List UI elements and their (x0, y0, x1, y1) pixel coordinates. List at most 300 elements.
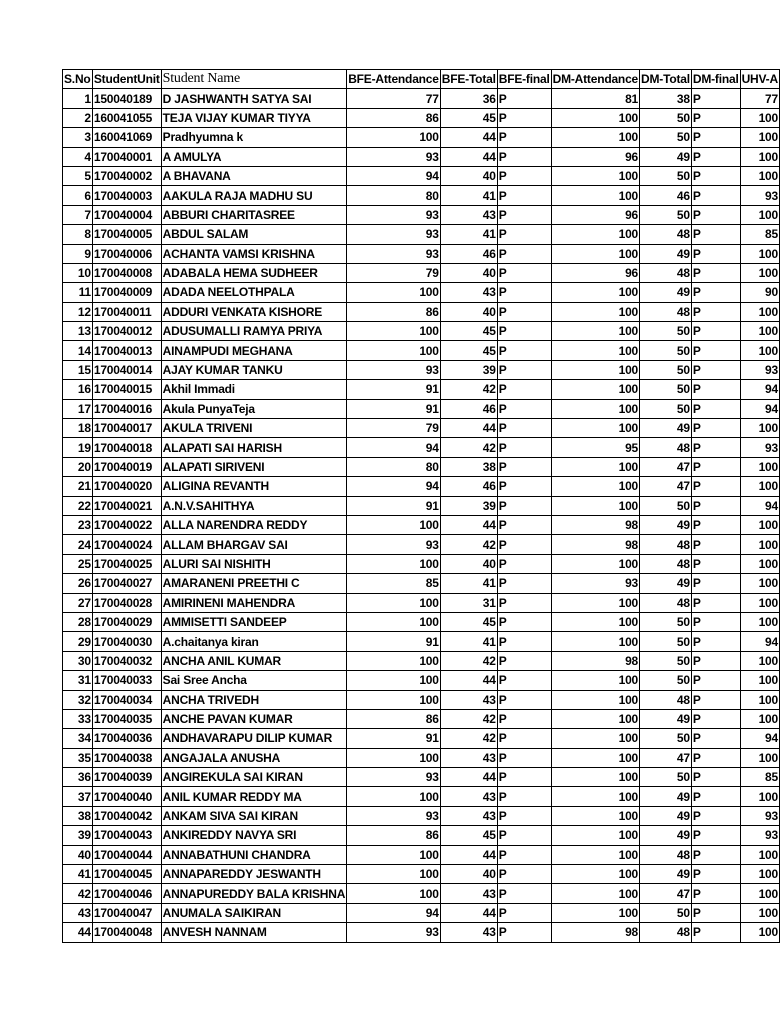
cell-student-name[interactable]: ADDURI VENKATA KISHORE (161, 302, 347, 321)
cell-uhv-a[interactable]: 100 (740, 748, 779, 767)
cell-dm-total[interactable]: 48 (640, 263, 692, 282)
cell-student-unit[interactable]: 170040009 (92, 283, 161, 302)
cell-bfe-final[interactable]: P (497, 768, 551, 787)
cell-bfe-attendance[interactable]: 79 (347, 419, 441, 438)
cell-sno[interactable]: 7 (63, 205, 93, 224)
cell-bfe-attendance[interactable]: 94 (347, 438, 441, 457)
cell-sno[interactable]: 6 (63, 186, 93, 205)
cell-bfe-final[interactable]: P (497, 748, 551, 767)
cell-dm-attendance[interactable]: 100 (551, 554, 639, 573)
cell-student-name[interactable]: AMARANENI PREETHI C (161, 574, 347, 593)
cell-sno[interactable]: 9 (63, 244, 93, 263)
cell-dm-attendance[interactable]: 100 (551, 128, 639, 147)
cell-uhv-a[interactable]: 100 (740, 166, 779, 185)
cell-sno[interactable]: 34 (63, 729, 93, 748)
cell-student-name[interactable]: ADABALA HEMA SUDHEER (161, 263, 347, 282)
cell-sno[interactable]: 8 (63, 225, 93, 244)
cell-bfe-final[interactable]: P (497, 496, 551, 515)
cell-sno[interactable]: 20 (63, 457, 93, 476)
header-cell-bfe-attendance[interactable]: BFE-Attendance (347, 70, 441, 89)
header-cell-dm-final[interactable]: DM-final (691, 70, 740, 89)
cell-dm-attendance[interactable]: 100 (551, 341, 639, 360)
cell-dm-total[interactable]: 50 (640, 651, 692, 670)
cell-sno[interactable]: 26 (63, 574, 93, 593)
cell-bfe-final[interactable]: P (497, 322, 551, 341)
cell-dm-final[interactable]: P (691, 147, 740, 166)
cell-bfe-attendance[interactable]: 86 (347, 302, 441, 321)
cell-bfe-attendance[interactable]: 94 (347, 903, 441, 922)
cell-dm-attendance[interactable]: 100 (551, 360, 639, 379)
cell-dm-total[interactable]: 49 (640, 865, 692, 884)
cell-uhv-a[interactable]: 100 (740, 147, 779, 166)
cell-dm-attendance[interactable]: 100 (551, 787, 639, 806)
cell-dm-final[interactable]: P (691, 515, 740, 534)
cell-dm-final[interactable]: P (691, 399, 740, 418)
cell-dm-final[interactable]: P (691, 865, 740, 884)
cell-student-unit[interactable]: 150040189 (92, 89, 161, 108)
cell-student-name[interactable]: ANGIREKULA SAI KIRAN (161, 768, 347, 787)
cell-student-name[interactable]: ANKIREDDY NAVYA SRI (161, 826, 347, 845)
cell-bfe-total[interactable]: 42 (440, 709, 497, 728)
cell-dm-total[interactable]: 50 (640, 768, 692, 787)
cell-bfe-attendance[interactable]: 100 (347, 612, 441, 631)
cell-bfe-attendance[interactable]: 93 (347, 225, 441, 244)
cell-uhv-a[interactable]: 93 (740, 826, 779, 845)
cell-dm-attendance[interactable]: 100 (551, 496, 639, 515)
cell-sno[interactable]: 5 (63, 166, 93, 185)
cell-student-unit[interactable]: 160041069 (92, 128, 161, 147)
cell-student-unit[interactable]: 170040028 (92, 593, 161, 612)
cell-bfe-final[interactable]: P (497, 709, 551, 728)
cell-dm-attendance[interactable]: 100 (551, 826, 639, 845)
cell-dm-final[interactable]: P (691, 186, 740, 205)
cell-sno[interactable]: 15 (63, 360, 93, 379)
cell-bfe-final[interactable]: P (497, 302, 551, 321)
cell-student-unit[interactable]: 170040042 (92, 806, 161, 825)
cell-bfe-attendance[interactable]: 77 (347, 89, 441, 108)
cell-bfe-total[interactable]: 40 (440, 302, 497, 321)
cell-bfe-attendance[interactable]: 100 (347, 128, 441, 147)
cell-bfe-total[interactable]: 46 (440, 399, 497, 418)
cell-dm-final[interactable]: P (691, 244, 740, 263)
cell-dm-attendance[interactable]: 100 (551, 419, 639, 438)
cell-bfe-attendance[interactable]: 93 (347, 806, 441, 825)
cell-uhv-a[interactable]: 100 (740, 690, 779, 709)
cell-student-unit[interactable]: 170040047 (92, 903, 161, 922)
cell-student-name[interactable]: Akula PunyaTeja (161, 399, 347, 418)
cell-dm-attendance[interactable]: 96 (551, 205, 639, 224)
cell-uhv-a[interactable]: 100 (740, 515, 779, 534)
cell-uhv-a[interactable]: 77 (740, 89, 779, 108)
cell-bfe-total[interactable]: 45 (440, 341, 497, 360)
cell-dm-total[interactable]: 50 (640, 903, 692, 922)
cell-bfe-total[interactable]: 40 (440, 263, 497, 282)
cell-bfe-total[interactable]: 42 (440, 535, 497, 554)
cell-uhv-a[interactable]: 100 (740, 651, 779, 670)
cell-dm-total[interactable]: 48 (640, 593, 692, 612)
cell-bfe-final[interactable]: P (497, 419, 551, 438)
cell-sno[interactable]: 41 (63, 865, 93, 884)
cell-uhv-a[interactable]: 94 (740, 729, 779, 748)
cell-bfe-attendance[interactable]: 100 (347, 884, 441, 903)
cell-student-name[interactable]: ALURI SAI NISHITH (161, 554, 347, 573)
cell-bfe-attendance[interactable]: 100 (347, 515, 441, 534)
cell-student-name[interactable]: ALIGINA REVANTH (161, 477, 347, 496)
cell-dm-total[interactable]: 49 (640, 283, 692, 302)
cell-dm-attendance[interactable]: 100 (551, 108, 639, 127)
cell-bfe-attendance[interactable]: 100 (347, 671, 441, 690)
cell-dm-attendance[interactable]: 100 (551, 768, 639, 787)
cell-student-unit[interactable]: 170040006 (92, 244, 161, 263)
cell-bfe-total[interactable]: 39 (440, 496, 497, 515)
cell-dm-total[interactable]: 46 (640, 186, 692, 205)
cell-student-name[interactable]: ANCHE PAVAN KUMAR (161, 709, 347, 728)
cell-bfe-attendance[interactable]: 91 (347, 399, 441, 418)
cell-uhv-a[interactable]: 100 (740, 302, 779, 321)
cell-dm-total[interactable]: 47 (640, 748, 692, 767)
cell-bfe-attendance[interactable]: 91 (347, 496, 441, 515)
header-cell-bfe-total[interactable]: BFE-Total (440, 70, 497, 89)
cell-sno[interactable]: 39 (63, 826, 93, 845)
cell-dm-attendance[interactable]: 100 (551, 709, 639, 728)
cell-student-name[interactable]: AJAY KUMAR TANKU (161, 360, 347, 379)
cell-student-unit[interactable]: 170040008 (92, 263, 161, 282)
cell-student-unit[interactable]: 170040046 (92, 884, 161, 903)
cell-dm-final[interactable]: P (691, 496, 740, 515)
cell-dm-final[interactable]: P (691, 768, 740, 787)
cell-bfe-final[interactable]: P (497, 651, 551, 670)
cell-bfe-final[interactable]: P (497, 632, 551, 651)
cell-dm-attendance[interactable]: 98 (551, 515, 639, 534)
cell-dm-total[interactable]: 48 (640, 438, 692, 457)
cell-sno[interactable]: 32 (63, 690, 93, 709)
cell-sno[interactable]: 21 (63, 477, 93, 496)
cell-bfe-final[interactable]: P (497, 360, 551, 379)
cell-bfe-final[interactable]: P (497, 884, 551, 903)
cell-sno[interactable]: 2 (63, 108, 93, 127)
cell-uhv-a[interactable]: 100 (740, 128, 779, 147)
cell-student-name[interactable]: ABDUL SALAM (161, 225, 347, 244)
cell-bfe-final[interactable]: P (497, 225, 551, 244)
cell-dm-total[interactable]: 49 (640, 244, 692, 263)
cell-dm-attendance[interactable]: 100 (551, 903, 639, 922)
cell-bfe-attendance[interactable]: 100 (347, 554, 441, 573)
cell-bfe-total[interactable]: 43 (440, 283, 497, 302)
cell-uhv-a[interactable]: 100 (740, 671, 779, 690)
cell-student-name[interactable]: D JASHWANTH SATYA SAI (161, 89, 347, 108)
header-cell-uhv-a[interactable]: UHV-A (740, 70, 779, 89)
cell-dm-attendance[interactable]: 100 (551, 380, 639, 399)
cell-student-unit[interactable]: 170040003 (92, 186, 161, 205)
cell-bfe-final[interactable]: P (497, 535, 551, 554)
cell-dm-total[interactable]: 50 (640, 496, 692, 515)
cell-bfe-attendance[interactable]: 100 (347, 748, 441, 767)
cell-bfe-attendance[interactable]: 93 (347, 923, 441, 942)
cell-dm-attendance[interactable]: 100 (551, 302, 639, 321)
cell-dm-total[interactable]: 49 (640, 419, 692, 438)
cell-sno[interactable]: 10 (63, 263, 93, 282)
cell-uhv-a[interactable]: 100 (740, 554, 779, 573)
cell-bfe-total[interactable]: 44 (440, 419, 497, 438)
cell-dm-final[interactable]: P (691, 690, 740, 709)
cell-student-unit[interactable]: 170040015 (92, 380, 161, 399)
cell-bfe-attendance[interactable]: 80 (347, 457, 441, 476)
cell-bfe-final[interactable]: P (497, 438, 551, 457)
cell-dm-final[interactable]: P (691, 283, 740, 302)
cell-dm-total[interactable]: 49 (640, 806, 692, 825)
cell-bfe-total[interactable]: 43 (440, 690, 497, 709)
cell-dm-total[interactable]: 50 (640, 128, 692, 147)
cell-bfe-attendance[interactable]: 91 (347, 380, 441, 399)
cell-bfe-total[interactable]: 44 (440, 768, 497, 787)
cell-bfe-final[interactable]: P (497, 108, 551, 127)
cell-student-unit[interactable]: 170040016 (92, 399, 161, 418)
cell-bfe-final[interactable]: P (497, 128, 551, 147)
cell-student-unit[interactable]: 170040030 (92, 632, 161, 651)
cell-bfe-total[interactable]: 41 (440, 574, 497, 593)
cell-student-name[interactable]: ANIL KUMAR REDDY MA (161, 787, 347, 806)
cell-dm-total[interactable]: 50 (640, 729, 692, 748)
cell-dm-final[interactable]: P (691, 826, 740, 845)
cell-bfe-total[interactable]: 45 (440, 826, 497, 845)
cell-dm-attendance[interactable]: 100 (551, 593, 639, 612)
cell-uhv-a[interactable]: 100 (740, 341, 779, 360)
cell-uhv-a[interactable]: 94 (740, 380, 779, 399)
cell-dm-attendance[interactable]: 100 (551, 283, 639, 302)
cell-bfe-total[interactable]: 44 (440, 515, 497, 534)
cell-student-unit[interactable]: 170040036 (92, 729, 161, 748)
cell-dm-total[interactable]: 50 (640, 322, 692, 341)
cell-student-unit[interactable]: 170040019 (92, 457, 161, 476)
cell-bfe-total[interactable]: 45 (440, 108, 497, 127)
cell-bfe-total[interactable]: 42 (440, 651, 497, 670)
cell-bfe-total[interactable]: 43 (440, 748, 497, 767)
cell-dm-final[interactable]: P (691, 748, 740, 767)
cell-uhv-a[interactable]: 100 (740, 884, 779, 903)
cell-student-unit[interactable]: 170040035 (92, 709, 161, 728)
cell-bfe-final[interactable]: P (497, 457, 551, 476)
cell-dm-final[interactable]: P (691, 341, 740, 360)
cell-bfe-final[interactable]: P (497, 826, 551, 845)
cell-bfe-attendance[interactable]: 100 (347, 690, 441, 709)
cell-dm-final[interactable]: P (691, 166, 740, 185)
cell-sno[interactable]: 42 (63, 884, 93, 903)
cell-student-unit[interactable]: 170040011 (92, 302, 161, 321)
cell-bfe-attendance[interactable]: 93 (347, 768, 441, 787)
cell-dm-total[interactable]: 47 (640, 884, 692, 903)
cell-student-name[interactable]: ANVESH NANNAM (161, 923, 347, 942)
cell-sno[interactable]: 19 (63, 438, 93, 457)
cell-bfe-total[interactable]: 40 (440, 865, 497, 884)
cell-dm-attendance[interactable]: 96 (551, 147, 639, 166)
header-cell-sno[interactable]: S.No (63, 70, 93, 89)
cell-dm-attendance[interactable]: 100 (551, 748, 639, 767)
cell-dm-attendance[interactable]: 100 (551, 884, 639, 903)
cell-dm-total[interactable]: 47 (640, 477, 692, 496)
cell-bfe-attendance[interactable]: 94 (347, 477, 441, 496)
cell-dm-final[interactable]: P (691, 322, 740, 341)
cell-bfe-final[interactable]: P (497, 341, 551, 360)
cell-dm-final[interactable]: P (691, 477, 740, 496)
cell-bfe-attendance[interactable]: 93 (347, 205, 441, 224)
cell-dm-total[interactable]: 49 (640, 787, 692, 806)
cell-bfe-total[interactable]: 41 (440, 225, 497, 244)
cell-sno[interactable]: 13 (63, 322, 93, 341)
cell-uhv-a[interactable]: 100 (740, 574, 779, 593)
cell-student-name[interactable]: ABBURI CHARITASREE (161, 205, 347, 224)
cell-dm-final[interactable]: P (691, 554, 740, 573)
cell-uhv-a[interactable]: 90 (740, 283, 779, 302)
cell-student-unit[interactable]: 170040034 (92, 690, 161, 709)
cell-dm-final[interactable]: P (691, 884, 740, 903)
cell-student-name[interactable]: ANCHA ANIL KUMAR (161, 651, 347, 670)
cell-student-unit[interactable]: 170040044 (92, 845, 161, 864)
cell-uhv-a[interactable]: 93 (740, 806, 779, 825)
cell-student-name[interactable]: ANKAM SIVA SAI KIRAN (161, 806, 347, 825)
cell-student-unit[interactable]: 170040021 (92, 496, 161, 515)
cell-dm-attendance[interactable]: 96 (551, 263, 639, 282)
cell-bfe-total[interactable]: 40 (440, 166, 497, 185)
cell-student-name[interactable]: AINAMPUDI MEGHANA (161, 341, 347, 360)
cell-student-unit[interactable]: 170040025 (92, 554, 161, 573)
header-cell-dm-total[interactable]: DM-Total (640, 70, 692, 89)
cell-student-name[interactable]: TEJA VIJAY KUMAR TIYYA (161, 108, 347, 127)
cell-bfe-attendance[interactable]: 93 (347, 147, 441, 166)
cell-student-unit[interactable]: 160041055 (92, 108, 161, 127)
cell-uhv-a[interactable]: 94 (740, 632, 779, 651)
cell-dm-attendance[interactable]: 100 (551, 806, 639, 825)
cell-bfe-final[interactable]: P (497, 147, 551, 166)
cell-student-unit[interactable]: 170040027 (92, 574, 161, 593)
cell-sno[interactable]: 24 (63, 535, 93, 554)
cell-student-unit[interactable]: 170040017 (92, 419, 161, 438)
cell-sno[interactable]: 16 (63, 380, 93, 399)
header-cell-student-unit[interactable]: StudentUnit (92, 70, 161, 89)
cell-bfe-final[interactable]: P (497, 186, 551, 205)
cell-dm-final[interactable]: P (691, 128, 740, 147)
cell-sno[interactable]: 3 (63, 128, 93, 147)
cell-bfe-total[interactable]: 46 (440, 244, 497, 263)
cell-student-unit[interactable]: 170040032 (92, 651, 161, 670)
cell-dm-attendance[interactable]: 100 (551, 186, 639, 205)
cell-dm-final[interactable]: P (691, 574, 740, 593)
cell-bfe-final[interactable]: P (497, 205, 551, 224)
cell-dm-final[interactable]: P (691, 205, 740, 224)
cell-bfe-final[interactable]: P (497, 380, 551, 399)
cell-sno[interactable]: 38 (63, 806, 93, 825)
cell-dm-total[interactable]: 49 (640, 574, 692, 593)
cell-bfe-total[interactable]: 42 (440, 729, 497, 748)
cell-bfe-attendance[interactable]: 80 (347, 186, 441, 205)
cell-bfe-total[interactable]: 31 (440, 593, 497, 612)
cell-dm-final[interactable]: P (691, 632, 740, 651)
cell-bfe-final[interactable]: P (497, 845, 551, 864)
cell-sno[interactable]: 36 (63, 768, 93, 787)
cell-bfe-final[interactable]: P (497, 729, 551, 748)
cell-student-name[interactable]: AAKULA RAJA MADHU SU (161, 186, 347, 205)
cell-dm-total[interactable]: 49 (640, 826, 692, 845)
cell-uhv-a[interactable]: 100 (740, 865, 779, 884)
cell-student-unit[interactable]: 170040022 (92, 515, 161, 534)
cell-dm-total[interactable]: 48 (640, 302, 692, 321)
cell-dm-total[interactable]: 50 (640, 341, 692, 360)
cell-dm-final[interactable]: P (691, 89, 740, 108)
cell-dm-attendance[interactable]: 93 (551, 574, 639, 593)
cell-dm-attendance[interactable]: 100 (551, 225, 639, 244)
cell-sno[interactable]: 33 (63, 709, 93, 728)
cell-bfe-attendance[interactable]: 100 (347, 787, 441, 806)
cell-bfe-total[interactable]: 42 (440, 438, 497, 457)
cell-student-name[interactable]: ADUSUMALLI RAMYA PRIYA (161, 322, 347, 341)
cell-bfe-total[interactable]: 43 (440, 884, 497, 903)
cell-dm-total[interactable]: 50 (640, 360, 692, 379)
cell-dm-final[interactable]: P (691, 360, 740, 379)
cell-student-name[interactable]: ADADA NEELOTHPALA (161, 283, 347, 302)
cell-dm-attendance[interactable]: 100 (551, 671, 639, 690)
cell-bfe-attendance[interactable]: 93 (347, 360, 441, 379)
cell-dm-final[interactable]: P (691, 671, 740, 690)
cell-student-unit[interactable]: 170040004 (92, 205, 161, 224)
cell-bfe-total[interactable]: 40 (440, 554, 497, 573)
cell-bfe-attendance[interactable]: 94 (347, 166, 441, 185)
cell-dm-total[interactable]: 47 (640, 457, 692, 476)
cell-dm-attendance[interactable]: 81 (551, 89, 639, 108)
cell-bfe-final[interactable]: P (497, 283, 551, 302)
cell-sno[interactable]: 17 (63, 399, 93, 418)
cell-sno[interactable]: 40 (63, 845, 93, 864)
cell-student-unit[interactable]: 170040038 (92, 748, 161, 767)
cell-dm-final[interactable]: P (691, 903, 740, 922)
cell-student-name[interactable]: ALAPATI SAI HARISH (161, 438, 347, 457)
cell-student-unit[interactable]: 170040001 (92, 147, 161, 166)
cell-student-name[interactable]: AMMISETTI SANDEEP (161, 612, 347, 631)
cell-uhv-a[interactable]: 94 (740, 496, 779, 515)
cell-uhv-a[interactable]: 93 (740, 186, 779, 205)
cell-dm-total[interactable]: 50 (640, 399, 692, 418)
cell-dm-attendance[interactable]: 100 (551, 166, 639, 185)
cell-bfe-attendance[interactable]: 93 (347, 244, 441, 263)
cell-uhv-a[interactable]: 100 (740, 845, 779, 864)
cell-student-name[interactable]: A.chaitanya kiran (161, 632, 347, 651)
cell-student-name[interactable]: ANGAJALA ANUSHA (161, 748, 347, 767)
cell-dm-final[interactable]: P (691, 806, 740, 825)
cell-dm-total[interactable]: 49 (640, 147, 692, 166)
cell-dm-final[interactable]: P (691, 225, 740, 244)
cell-sno[interactable]: 27 (63, 593, 93, 612)
cell-student-unit[interactable]: 170040024 (92, 535, 161, 554)
cell-uhv-a[interactable]: 100 (740, 535, 779, 554)
cell-bfe-total[interactable]: 45 (440, 322, 497, 341)
cell-student-unit[interactable]: 170040012 (92, 322, 161, 341)
cell-uhv-a[interactable]: 100 (740, 322, 779, 341)
cell-dm-total[interactable]: 49 (640, 515, 692, 534)
cell-dm-final[interactable]: P (691, 729, 740, 748)
cell-bfe-attendance[interactable]: 100 (347, 341, 441, 360)
cell-bfe-final[interactable]: P (497, 263, 551, 282)
cell-dm-final[interactable]: P (691, 263, 740, 282)
cell-bfe-final[interactable]: P (497, 574, 551, 593)
cell-student-name[interactable]: ALLA NARENDRA REDDY (161, 515, 347, 534)
cell-bfe-attendance[interactable]: 85 (347, 574, 441, 593)
cell-dm-total[interactable]: 48 (640, 554, 692, 573)
cell-dm-total[interactable]: 38 (640, 89, 692, 108)
cell-dm-attendance[interactable]: 98 (551, 535, 639, 554)
cell-dm-final[interactable]: P (691, 302, 740, 321)
cell-sno[interactable]: 28 (63, 612, 93, 631)
cell-sno[interactable]: 14 (63, 341, 93, 360)
cell-bfe-final[interactable]: P (497, 865, 551, 884)
cell-student-name[interactable]: ALAPATI SIRIVENI (161, 457, 347, 476)
